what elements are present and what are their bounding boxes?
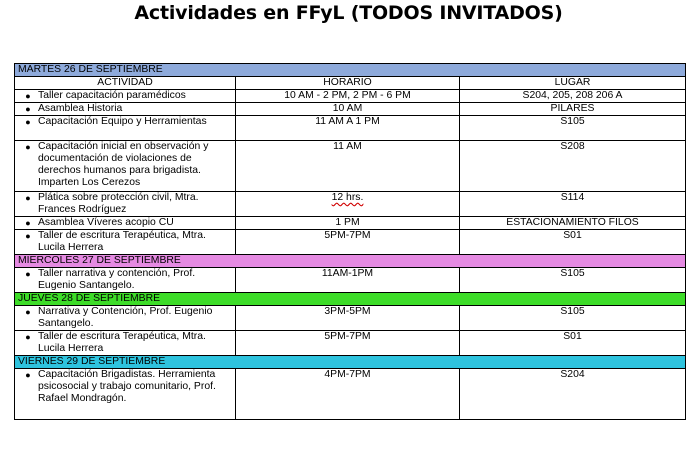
- table-row: [15, 331, 686, 356]
- bullet-icon: ●: [25, 307, 31, 317]
- bullet-icon: ●: [25, 218, 31, 228]
- time-cell: 11 AM: [236, 141, 460, 192]
- activity-cell: Taller de escritura Terapéutica, Mtra. Lucila Herrera: [38, 331, 206, 354]
- bullet-icon: ●: [25, 370, 31, 380]
- place-cell: S105: [460, 268, 686, 293]
- table-row: [15, 268, 686, 293]
- time-cell: 12 hrs.: [331, 192, 364, 203]
- place-cell: S105: [460, 116, 686, 141]
- activity-cell: Capacitación Equipo y Herramientas: [38, 116, 207, 127]
- time-cell: 5PM-7PM: [236, 230, 460, 255]
- activity-cell: Plática sobre protección civil, Mtra. Frances Rodríguez: [38, 192, 199, 215]
- day-label: MARTES 26 DE SEPTIEMBRE: [15, 64, 686, 77]
- place-cell: S01: [460, 331, 686, 356]
- bullet-icon: ●: [25, 117, 31, 127]
- table-row: [15, 369, 686, 420]
- bullet-icon: ●: [25, 332, 31, 342]
- bullet-icon: ●: [25, 269, 31, 279]
- place-cell: S204: [460, 369, 686, 420]
- bullet-icon: ●: [25, 104, 31, 114]
- schedule-table: [14, 63, 686, 420]
- activity-cell: Taller narrativa y contención, Prof. Eugenio Santangelo.: [38, 268, 196, 291]
- place-cell: ESTACIONAMIENTO FILOS: [460, 217, 686, 230]
- time-cell: 10 AM: [236, 103, 460, 116]
- table-row: [15, 90, 686, 103]
- place-cell: S204, 205, 208 206 A: [460, 90, 686, 103]
- activity-cell: Capacitación inicial en observación y documentación de violaciones de derechos humanos para brigadista. Imparten Los Cerezos: [38, 141, 209, 188]
- place-cell: S114: [460, 192, 686, 217]
- header-lugar: LUGAR: [460, 77, 686, 90]
- time-cell: 4PM-7PM: [236, 369, 460, 420]
- activity-cell: Taller capacitación paramédicos: [38, 90, 186, 101]
- activity-cell: Narrativa y Contención, Prof. Eugenio Santangelo.: [38, 306, 213, 329]
- day-row-friday: [15, 356, 686, 369]
- table-row: [15, 192, 686, 217]
- day-row-tuesday: [15, 64, 686, 77]
- page-title: Actividades en FFyL (TODOS INVITADOS): [134, 2, 563, 24]
- place-cell: S01: [460, 230, 686, 255]
- bullet-icon: ●: [25, 231, 31, 241]
- activity-cell: Asamblea Historia: [38, 103, 123, 114]
- time-cell: 11AM-1PM: [236, 268, 460, 293]
- time-cell: 11 AM A 1 PM: [236, 116, 460, 141]
- place-cell: S105: [460, 306, 686, 331]
- table-row: [15, 306, 686, 331]
- bullet-icon: ●: [25, 142, 31, 152]
- time-cell: 1 PM: [236, 217, 460, 230]
- header-row: [15, 77, 686, 90]
- day-label: JUEVES 28 DE SEPTIEMBRE: [15, 293, 686, 306]
- place-cell: PILARES: [460, 103, 686, 116]
- place-cell: S208: [460, 141, 686, 192]
- table-row: [15, 217, 686, 230]
- time-cell: 5PM-7PM: [236, 331, 460, 356]
- time-cell: 3PM-5PM: [236, 306, 460, 331]
- activity-cell: Taller de escritura Terapéutica, Mtra. Lucila Herrera: [38, 230, 206, 253]
- activity-cell: Capacitación Brigadistas. Herramienta psicosocial y trabajo comunitario, Prof. Rafael Mondragón.: [38, 369, 216, 404]
- table-row: [15, 116, 686, 141]
- activity-cell: Asamblea Víveres acopio CU: [38, 217, 174, 228]
- day-label: MIERCOLES 27 DE SEPTIEMBRE: [15, 255, 686, 268]
- table-row: [15, 103, 686, 116]
- time-cell: 10 AM - 2 PM, 2 PM - 6 PM: [236, 90, 460, 103]
- table-row: [15, 230, 686, 255]
- day-row-wednesday: [15, 255, 686, 268]
- table-row: [15, 141, 686, 192]
- day-label: VIERNES 29 DE SEPTIEMBRE: [15, 356, 686, 369]
- day-row-thursday: [15, 293, 686, 306]
- header-actividad: ACTIVIDAD: [15, 77, 236, 90]
- header-horario: HORARIO: [236, 77, 460, 90]
- bullet-icon: ●: [25, 91, 31, 101]
- bullet-icon: ●: [25, 193, 31, 203]
